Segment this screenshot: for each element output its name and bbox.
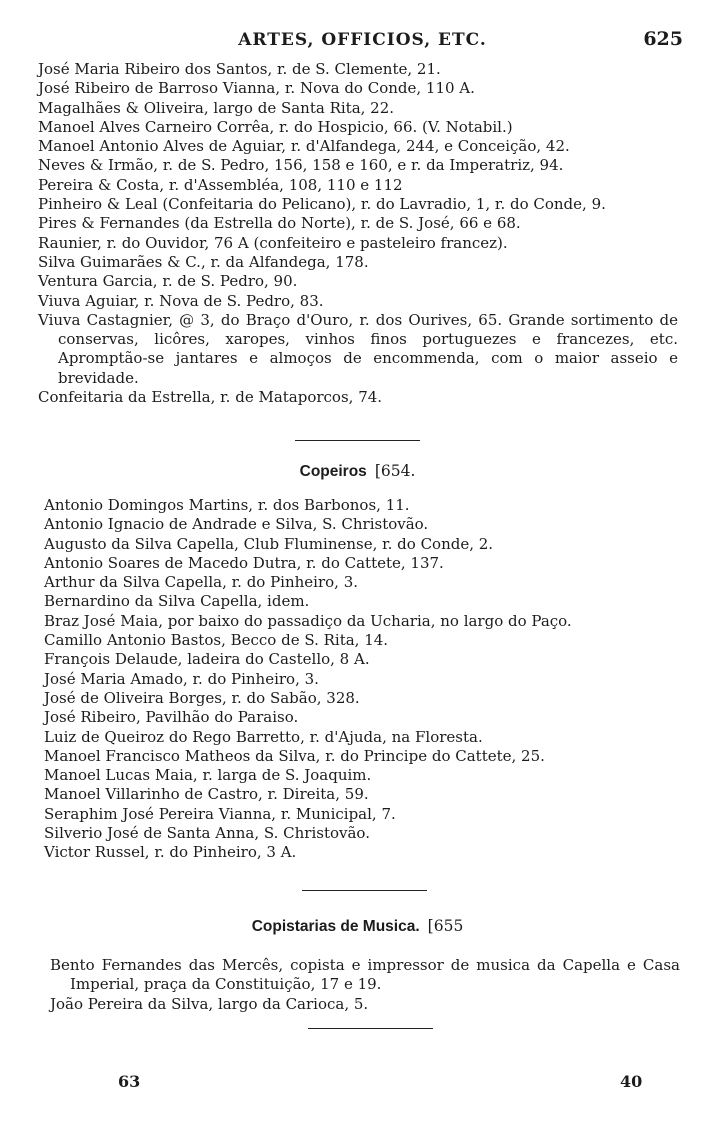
page-number: 625: [643, 28, 683, 50]
list-item: Confeitaria da Estrella, r. de Mataporcos, 74.: [38, 388, 383, 407]
list-item: Bernardino da Silva Capella, idem.: [44, 592, 310, 611]
page-header: [40, 28, 685, 54]
list-item: Victor Russel, r. do Pinheiro, 3 A.: [44, 843, 297, 862]
list-item: Raunier, r. do Ouvidor, 76 A (confeiteiro e pasteleiro francez).: [38, 233, 508, 252]
section-title-copeiros: [0, 462, 715, 481]
list-item: José Maria Ribeiro dos Santos, r. de S. Clemente, 21.: [38, 60, 441, 78]
list-item: Pinheiro & Leal (Confeitaria do Pelicano), r. do Lavradio, 1, r. do Conde, 9.: [38, 195, 606, 214]
signature-mark-right: 40: [620, 1072, 643, 1091]
list-item: Antonio Ignacio de Andrade e Silva, S. Christovão.: [44, 515, 429, 534]
section-divider: [295, 440, 420, 441]
list-item: Seraphim José Pereira Vianna, r. Municipal, 7.: [44, 804, 396, 823]
list-item: Braz José Maia, por baixo do passadiço da Ucharia, no largo do Paço.: [44, 611, 572, 630]
section-number: [655: [427, 917, 464, 935]
list-item: José de Oliveira Borges, r. do Sabão, 328.: [44, 688, 360, 707]
list-item: Bento Fernandes das Mercês, copista e impressor de musica da Capella e Casa Imperial, praça da Constituição, 17 e 19.: [50, 956, 680, 994]
section-title-text: Copistarias de Musica.: [251, 918, 420, 935]
section-title-copistarias: [0, 917, 715, 936]
list-item: José Ribeiro, Pavilhão do Paraiso.: [44, 708, 299, 727]
section-divider: [302, 890, 427, 891]
running-title: ARTES, OFFICIOS, ETC.: [238, 30, 487, 50]
list-item: Silverio José de Santa Anna, S. Christovão.: [44, 824, 370, 843]
list-item: François Delaude, ladeira do Castello, 8 A.: [44, 650, 370, 669]
signature-mark-left: 63: [118, 1072, 141, 1091]
list-item: José Ribeiro de Barroso Vianna, r. Nova do Conde, 110 A.: [38, 79, 475, 98]
list-item: Antonio Soares de Macedo Dutra, r. do Cattete, 137.: [44, 553, 444, 572]
list-item: Antonio Domingos Martins, r. dos Barbonos, 11.: [44, 496, 410, 514]
list-item: Luiz de Queiroz do Rego Barretto, r. d'Ajuda, na Floresta.: [44, 727, 483, 746]
list-item: Arthur da Silva Capella, r. do Pinheiro, 3.: [44, 573, 359, 592]
list-item: Manoel Antonio Alves de Aguiar, r. d'Alfandega, 244, e Conceição, 42.: [38, 137, 570, 156]
list-item: Camillo Antonio Bastos, Becco de S. Rita, 14.: [44, 631, 389, 650]
list-item: Silva Guimarães & C., r. da Alfandega, 178.: [38, 252, 369, 271]
section-divider: [308, 1028, 433, 1029]
list-item: João Pereira da Silva, largo da Carioca, 5.: [50, 994, 369, 1013]
list-item: Magalhães & Oliveira, largo de Santa Rita, 22.: [38, 98, 395, 117]
list-item: José Maria Amado, r. do Pinheiro, 3.: [44, 669, 319, 688]
list-item: Viuva Castagnier, @ 3, do Braço d'Ouro, r. dos Ourives, 65. Grande sortimento de conservas, licôres, xaropes, vinhos finos portuguezes e francezes, etc. Apromptão-se jantares e almoços de encommenda, com o maior asseio e brevidade.: [38, 310, 678, 387]
confeitarias-list: [38, 60, 678, 407]
list-item: Pires & Fernandes (da Estrella do Norte), r. de S. José, 66 e 68.: [38, 214, 521, 233]
list-item: Viuva Aguiar, r. Nova de S. Pedro, 83.: [38, 291, 324, 310]
section-title-text: Copeiros: [299, 463, 367, 480]
copistarias-list: [50, 956, 680, 1014]
list-item: Manoel Villarinho de Castro, r. Direita, 59.: [44, 785, 369, 804]
list-item: Manoel Alves Carneiro Corrêa, r. do Hospicio, 66. (V. Notabil.): [38, 117, 513, 136]
copeiros-list: [44, 496, 684, 863]
list-item: Pereira & Costa, r. d'Assembléa, 108, 110 e 112: [38, 175, 403, 194]
list-item: Ventura Garcia, r. de S. Pedro, 90.: [38, 272, 298, 291]
list-item: Neves & Irmão, r. de S. Pedro, 156, 158 e 160, e r. da Imperatriz, 94.: [38, 156, 564, 175]
list-item: Augusto da Silva Capella, Club Fluminense, r. do Conde, 2.: [44, 534, 494, 553]
list-item: Manoel Francisco Matheos da Silva, r. do Principe do Cattete, 25.: [44, 746, 545, 765]
section-number: [654.: [374, 462, 416, 480]
list-item: Manoel Lucas Maia, r. larga de S. Joaquim.: [44, 766, 372, 785]
